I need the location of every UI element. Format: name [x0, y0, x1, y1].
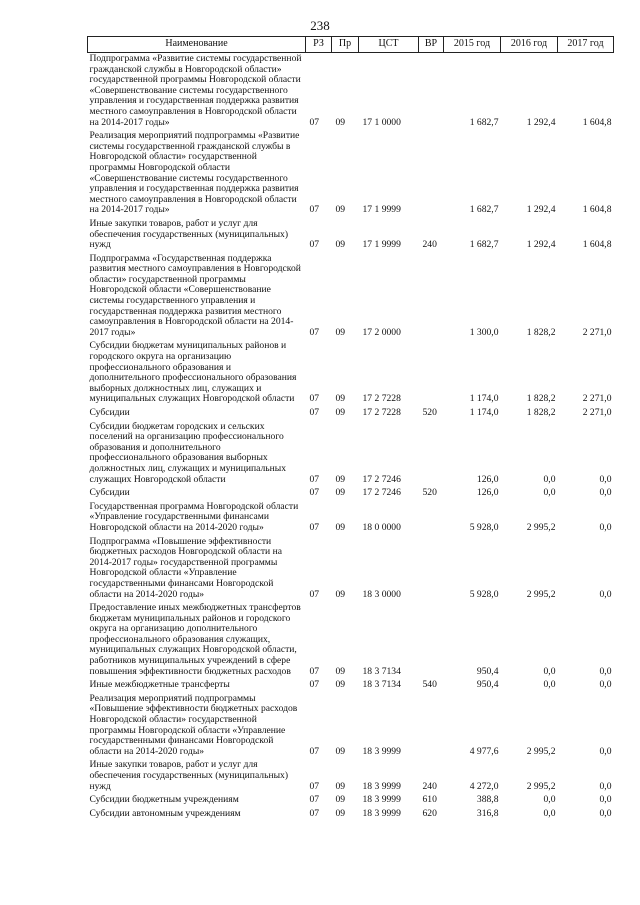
table-row — [88, 407, 614, 421]
cell-y2015: 5 928,0 — [469, 588, 499, 600]
cell-name: Субсидии бюджетам муниципальных районов и городского округа на организацию профессионального образования и дополнительного профессионального образования выборных должностных лиц, служащих и муниципальных служащих Новгородской области — [89, 340, 297, 405]
cell-rz: 07 — [309, 679, 320, 691]
cell-vr: 240 — [422, 780, 437, 792]
cell-y2017: 1 604,8 — [582, 239, 612, 251]
table-row — [88, 253, 614, 341]
cell-vr: 520 — [422, 407, 437, 418]
cell-name: Реализация мероприятий подпрограммы «Повышение эффективности бюджетных расходов Новгородской области» государственной программы Новгородской области «Управление государственными финансами Новгородской области на 2014-2020 годы» — [89, 692, 298, 757]
cell-name: Подпрограмма «Развитие системы государственной гражданской службы в Новгородской области» государственной программы Новгородской области «Совершенствование системы государственного управления и государственная поддержка развития местного самоуправления в Новгородской области на 2014-2017 годы» — [89, 53, 302, 128]
cell-vr — [419, 536, 444, 603]
cell-y2015: 1 174,0 — [469, 407, 499, 418]
cell-y2015: 4 272,0 — [469, 780, 499, 792]
header-rz: РЗ — [306, 37, 332, 53]
cell-pr: 09 — [335, 780, 346, 792]
cell-y2017: 0,0 — [599, 521, 612, 533]
cell-y2017: 0,0 — [599, 780, 612, 792]
cell-vr: 520 — [422, 487, 437, 499]
cell-rz: 07 — [309, 487, 320, 499]
cell-vr: 240 — [422, 239, 437, 251]
cell-name: Субсидии — [89, 407, 130, 418]
table-row — [88, 693, 614, 760]
page-number: 238 — [310, 18, 330, 33]
cell-y2015: 1 682,7 — [469, 204, 499, 216]
cell-cst: 17 1 9999 — [362, 239, 401, 251]
cell-y2016: 0,0 — [543, 665, 556, 677]
cell-name: Подпрограмма «Повышение эффективности бюджетных расходов Новгородской области на 2014-2017 годы» государственной программы Новгородской области «Управление государственными финансами Новгородской области на 2014-2020 годы» — [89, 535, 282, 600]
cell-rz: 07 — [309, 204, 320, 216]
header-vr: ВР — [419, 37, 444, 53]
cell-y2017: 1 604,8 — [582, 204, 612, 216]
cell-cst: 17 1 9999 — [362, 204, 401, 216]
cell-pr: 09 — [335, 745, 346, 757]
cell-name: Субсидии — [89, 487, 130, 499]
cell-vr — [419, 340, 444, 407]
cell-pr: 09 — [335, 204, 346, 216]
cell-rz: 07 — [309, 780, 320, 792]
cell-pr: 09 — [335, 393, 346, 405]
cell-pr: 09 — [335, 326, 346, 338]
cell-y2015: 950,4 — [476, 679, 499, 691]
table-row — [88, 501, 614, 536]
table-row — [88, 53, 614, 131]
cell-name: Иные закупки товаров, работ и услуг для обеспечения государственных (муниципальных) нужд — [89, 217, 289, 251]
cell-vr — [419, 602, 444, 679]
cell-y2016: 2 995,2 — [526, 521, 556, 533]
cell-rz: 07 — [309, 745, 320, 757]
cell-y2015: 1 682,7 — [469, 239, 499, 251]
cell-cst: 18 3 9999 — [362, 807, 401, 819]
table-row — [88, 602, 614, 679]
cell-cst: 18 3 9999 — [362, 780, 401, 792]
table-row — [88, 536, 614, 603]
header-2017: 2017 год — [558, 37, 614, 53]
cell-pr: 09 — [335, 521, 346, 533]
table-row — [88, 759, 614, 794]
cell-pr: 09 — [335, 473, 346, 485]
cell-y2015: 1 300,0 — [469, 326, 499, 338]
cell-name: Реализация мероприятий подпрограммы «Развитие системы государственной гражданской службы в Новгородской области» государственной программы Новгородской области «Совершенствование системы государственного управления и государственная поддержка развития местного самоуправления в Новгородской области на 2014-2017 годы» — [89, 130, 300, 216]
cell-cst: 17 2 7228 — [362, 393, 401, 405]
cell-rz: 07 — [309, 807, 320, 819]
cell-rz: 07 — [309, 473, 320, 485]
cell-y2017: 0,0 — [599, 794, 612, 806]
cell-vr — [419, 501, 444, 536]
cell-y2016: 0,0 — [543, 807, 556, 819]
cell-y2017: 0,0 — [599, 487, 612, 499]
cell-pr: 09 — [335, 239, 346, 251]
cell-y2017: 0,0 — [599, 745, 612, 757]
cell-y2015: 4 977,6 — [469, 745, 499, 757]
cell-y2016: 0,0 — [543, 473, 556, 485]
budget-table — [87, 36, 614, 821]
cell-y2015: 950,4 — [476, 665, 499, 677]
cell-name: Иные закупки товаров, работ и услуг для обеспечения государственных (муниципальных) нужд — [89, 759, 289, 792]
cell-pr: 09 — [335, 665, 346, 677]
cell-y2016: 1 292,4 — [526, 116, 556, 128]
cell-pr: 09 — [335, 679, 346, 691]
table-row — [88, 130, 614, 218]
cell-cst: 17 2 7246 — [362, 487, 401, 499]
cell-y2015: 1 174,0 — [469, 393, 499, 405]
table-row — [88, 679, 614, 693]
cell-y2015: 1 682,7 — [469, 116, 499, 128]
header-2016: 2016 год — [501, 37, 558, 53]
cell-y2017: 0,0 — [599, 473, 612, 485]
cell-pr: 09 — [335, 116, 346, 128]
cell-vr: 620 — [422, 807, 437, 819]
cell-cst: 18 3 7134 — [362, 665, 401, 677]
cell-pr: 09 — [335, 487, 346, 499]
cell-y2015: 126,0 — [476, 473, 499, 485]
cell-y2015: 316,8 — [476, 807, 499, 819]
cell-rz: 07 — [309, 239, 320, 251]
cell-name: Субсидии автономным учреждениям — [89, 807, 241, 819]
cell-y2016: 1 828,2 — [526, 407, 556, 418]
cell-y2016: 0,0 — [543, 679, 556, 691]
cell-y2016: 1 292,4 — [526, 239, 556, 251]
cell-vr — [419, 253, 444, 341]
cell-name: Иные межбюджетные трансферты — [89, 679, 230, 691]
cell-y2015: 5 928,0 — [469, 521, 499, 533]
cell-y2017: 0,0 — [599, 807, 612, 819]
cell-cst: 18 3 0000 — [362, 588, 401, 600]
table-row — [88, 218, 614, 253]
cell-rz: 07 — [309, 407, 320, 418]
cell-cst: 18 3 9999 — [362, 794, 401, 806]
cell-y2016: 0,0 — [543, 794, 556, 806]
cell-y2017: 0,0 — [599, 665, 612, 677]
cell-cst: 18 0 0000 — [362, 521, 401, 533]
cell-rz: 07 — [309, 393, 320, 405]
cell-y2016: 0,0 — [543, 487, 556, 499]
table-row — [88, 794, 614, 808]
cell-vr: 540 — [422, 679, 437, 691]
cell-y2016: 2 995,2 — [526, 745, 556, 757]
cell-y2016: 2 995,2 — [526, 588, 556, 600]
header-cst: ЦСТ — [359, 37, 419, 53]
cell-name: Субсидии бюджетам городских и сельских поселений на организацию профессионального образования и дополнительного профессионального образования выборных должностных лиц, служащих и муниципальных служащих Новгородской области — [89, 420, 286, 485]
table-row — [88, 340, 614, 407]
cell-vr — [419, 693, 444, 760]
cell-rz: 07 — [309, 326, 320, 338]
header-name: Наименование — [88, 37, 306, 53]
cell-y2017: 1 604,8 — [582, 116, 612, 128]
cell-pr: 09 — [335, 588, 346, 600]
cell-vr — [419, 421, 444, 488]
cell-pr: 09 — [335, 807, 346, 819]
cell-name: Субсидии бюджетным учреждениям — [89, 794, 239, 806]
cell-name: Подпрограмма «Государственная поддержка развития местного самоуправления в Новгородской области» государственной программы Новгородской области «Совершенствование системы государственного управления и государственная поддержка развития местного самоуправления в Новгородской области на 2014-2017 годы» — [89, 252, 301, 338]
cell-cst: 18 3 9999 — [362, 745, 401, 757]
cell-y2017: 2 271,0 — [582, 393, 612, 405]
cell-vr — [419, 130, 444, 218]
cell-y2016: 1 828,2 — [526, 393, 556, 405]
cell-rz: 07 — [309, 116, 320, 128]
header-2015: 2015 год — [444, 37, 501, 53]
header-pr: Пр — [332, 37, 359, 53]
cell-rz: 07 — [309, 588, 320, 600]
cell-pr: 09 — [335, 407, 346, 418]
cell-y2017: 0,0 — [599, 588, 612, 600]
cell-rz: 07 — [309, 521, 320, 533]
cell-cst: 17 1 0000 — [362, 116, 401, 128]
cell-cst: 18 3 7134 — [362, 679, 401, 691]
table-body — [88, 53, 614, 822]
cell-y2017: 0,0 — [599, 679, 612, 691]
table-row — [88, 421, 614, 488]
cell-cst: 17 2 7228 — [362, 407, 401, 418]
cell-y2016: 1 828,2 — [526, 326, 556, 338]
cell-name: Предоставление иных межбюджетных трансфертов бюджетам муниципальных районов и городского округа на организацию дополнительного профессионального образования служащих, муниципальных служащих Новгородской области, работников муниципальных учреждений в сфере повышения эффективности бюджетных расходов — [89, 602, 301, 677]
table-row — [88, 808, 614, 822]
cell-y2017: 2 271,0 — [582, 326, 612, 338]
cell-y2015: 126,0 — [476, 487, 499, 499]
table-header-row — [88, 37, 614, 53]
cell-y2017: 2 271,0 — [582, 407, 612, 418]
cell-name: Государственная программа Новгородской области «Управление государственными финансами Новгородской области на 2014-2020 годы» — [89, 500, 299, 533]
cell-rz: 07 — [309, 794, 320, 806]
cell-pr: 09 — [335, 794, 346, 806]
cell-rz: 07 — [309, 665, 320, 677]
cell-vr — [419, 53, 444, 131]
cell-cst: 17 2 7246 — [362, 473, 401, 485]
cell-y2016: 2 995,2 — [526, 780, 556, 792]
cell-y2015: 388,8 — [476, 794, 499, 806]
cell-vr: 610 — [422, 794, 437, 806]
cell-cst: 17 2 0000 — [362, 326, 401, 338]
table-row — [88, 487, 614, 501]
cell-y2016: 1 292,4 — [526, 204, 556, 216]
